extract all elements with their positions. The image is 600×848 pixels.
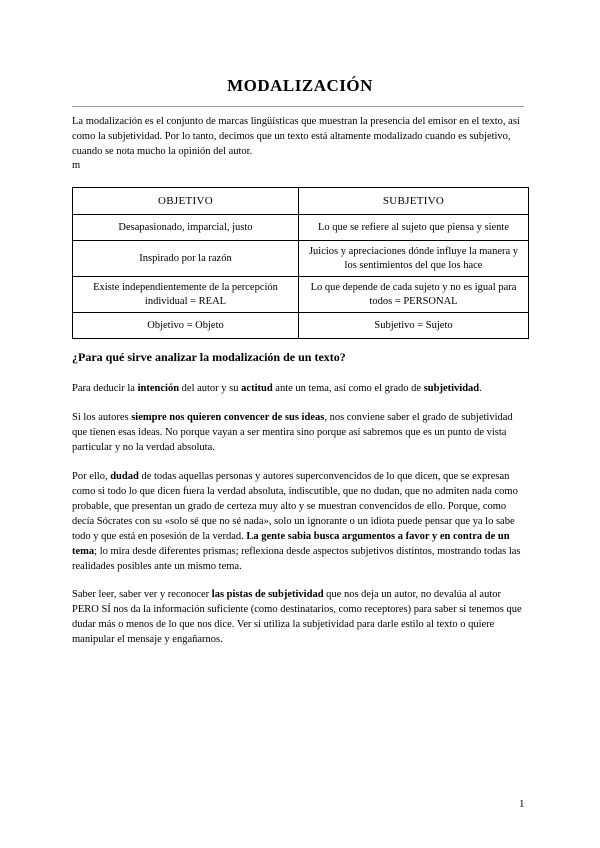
- table-row: [73, 215, 529, 241]
- table-cell: Lo que depende de cada sujeto y no es igual para todos = PERSONAL: [299, 277, 529, 313]
- page-number: 1: [519, 798, 525, 810]
- comparison-table: [72, 187, 529, 339]
- text-run: ante un tema, así como el grado de: [272, 383, 424, 394]
- page-title: MODALIZACIÓN: [227, 76, 373, 95]
- text-run: Por ello,: [72, 471, 111, 482]
- text-run: del autor y su: [179, 383, 242, 394]
- table-header-subjetivo: SUBJETIVO: [299, 188, 529, 215]
- text-run: ; lo mira desde diferentes prismas; reflexiona desde aspectos subjetivos distintos, mostrando todas las realidades posibles ante un mismo tema.: [72, 546, 521, 572]
- table-cell: Lo que se refiere al sujeto que piensa y siente: [299, 215, 529, 241]
- emphasis-dudad: dudad: [110, 471, 139, 482]
- emphasis-gente-sabia: La gente sabia busca argumentos a favor y en contra de un tema: [72, 531, 510, 557]
- text-run: Saber leer, saber ver y reconocer: [72, 589, 212, 600]
- paragraph-purpose: [72, 381, 528, 396]
- stray-character: m: [72, 160, 81, 171]
- table-row: [73, 277, 529, 313]
- emphasis-actitud: actitud: [241, 383, 273, 394]
- intro-paragraph: La modalización es el conjunto de marcas lingüísticas que muestran la presencia del emisor en el texto, así como la subjetividad. Por lo tanto, decimos que un texto está altamente modalizado cuando es subjetivo, cuando se nota mucho la opinión del autor.: [72, 116, 520, 157]
- table-row: [73, 241, 529, 277]
- emphasis-convencer: siempre nos quieren convencer de sus ideas: [131, 412, 325, 423]
- emphasis-subjetividad: subjetividad: [423, 383, 480, 394]
- text-run: , nos conviene saber el grado de subjetividad que tienen esas ideas. No porque vayan a ser mentira sino porque así sabremos que es un punto de vista particular y no la verdad absoluta.: [72, 412, 513, 453]
- text-run: Para deducir la: [72, 383, 138, 394]
- text-run: que nos deja un autor, no devalúa al autor PERO SÍ nos da la información suficiente (como destinatarios, como receptores) para saber si tenemos que dudar más o menos de lo que nos dice. Ver si utiliza la subjetividad para darle estilo al texto o quiere manipular el mensaje y engañarnos.: [72, 589, 522, 645]
- emphasis-intencion: intención: [137, 383, 180, 394]
- table-cell: Subjetivo = Sujeto: [299, 313, 529, 339]
- text-run: .: [479, 383, 482, 394]
- title-divider: [72, 106, 524, 107]
- table-row: [73, 313, 529, 339]
- table-cell: Juicios y apreciaciones dónde influye la manera y los sentimientos del que los hace: [299, 241, 529, 277]
- emphasis-pistas: las pistas de subjetividad: [211, 589, 324, 600]
- text-run: Si los autores: [72, 412, 132, 423]
- table-cell: Existe independientemente de la percepción individual = REAL: [73, 277, 299, 313]
- text-run: de todas aquellas personas y autores superconvencidos de lo que dicen, que se expresan como si todo lo que dicen fuera la verdad absoluta, indiscutible, que no dudan, que no admiten nada como probable, que presentan un grado de certeza muy alto y se muestran convencidos de ello. Porque, como decía Sócrates con su «solo sé que no sé nada», solo un ignorante o un idiota puede pensar que ya lo sabe todo y que está en posesión de la verdad.: [72, 471, 518, 542]
- paragraph-authors: [72, 410, 528, 455]
- table-header-objetivo: OBJETIVO: [73, 188, 299, 215]
- paragraph-doubt: [72, 469, 528, 574]
- table-header-row: [73, 188, 529, 215]
- table-cell: Desapasionado, imparcial, justo: [73, 215, 299, 241]
- table-cell: Inspirado por la razón: [73, 241, 299, 277]
- table-cell: Objetivo = Objeto: [73, 313, 299, 339]
- section-heading: ¿Para qué sirve analizar la modalización de un texto?: [72, 350, 346, 364]
- paragraph-reading: [72, 587, 528, 647]
